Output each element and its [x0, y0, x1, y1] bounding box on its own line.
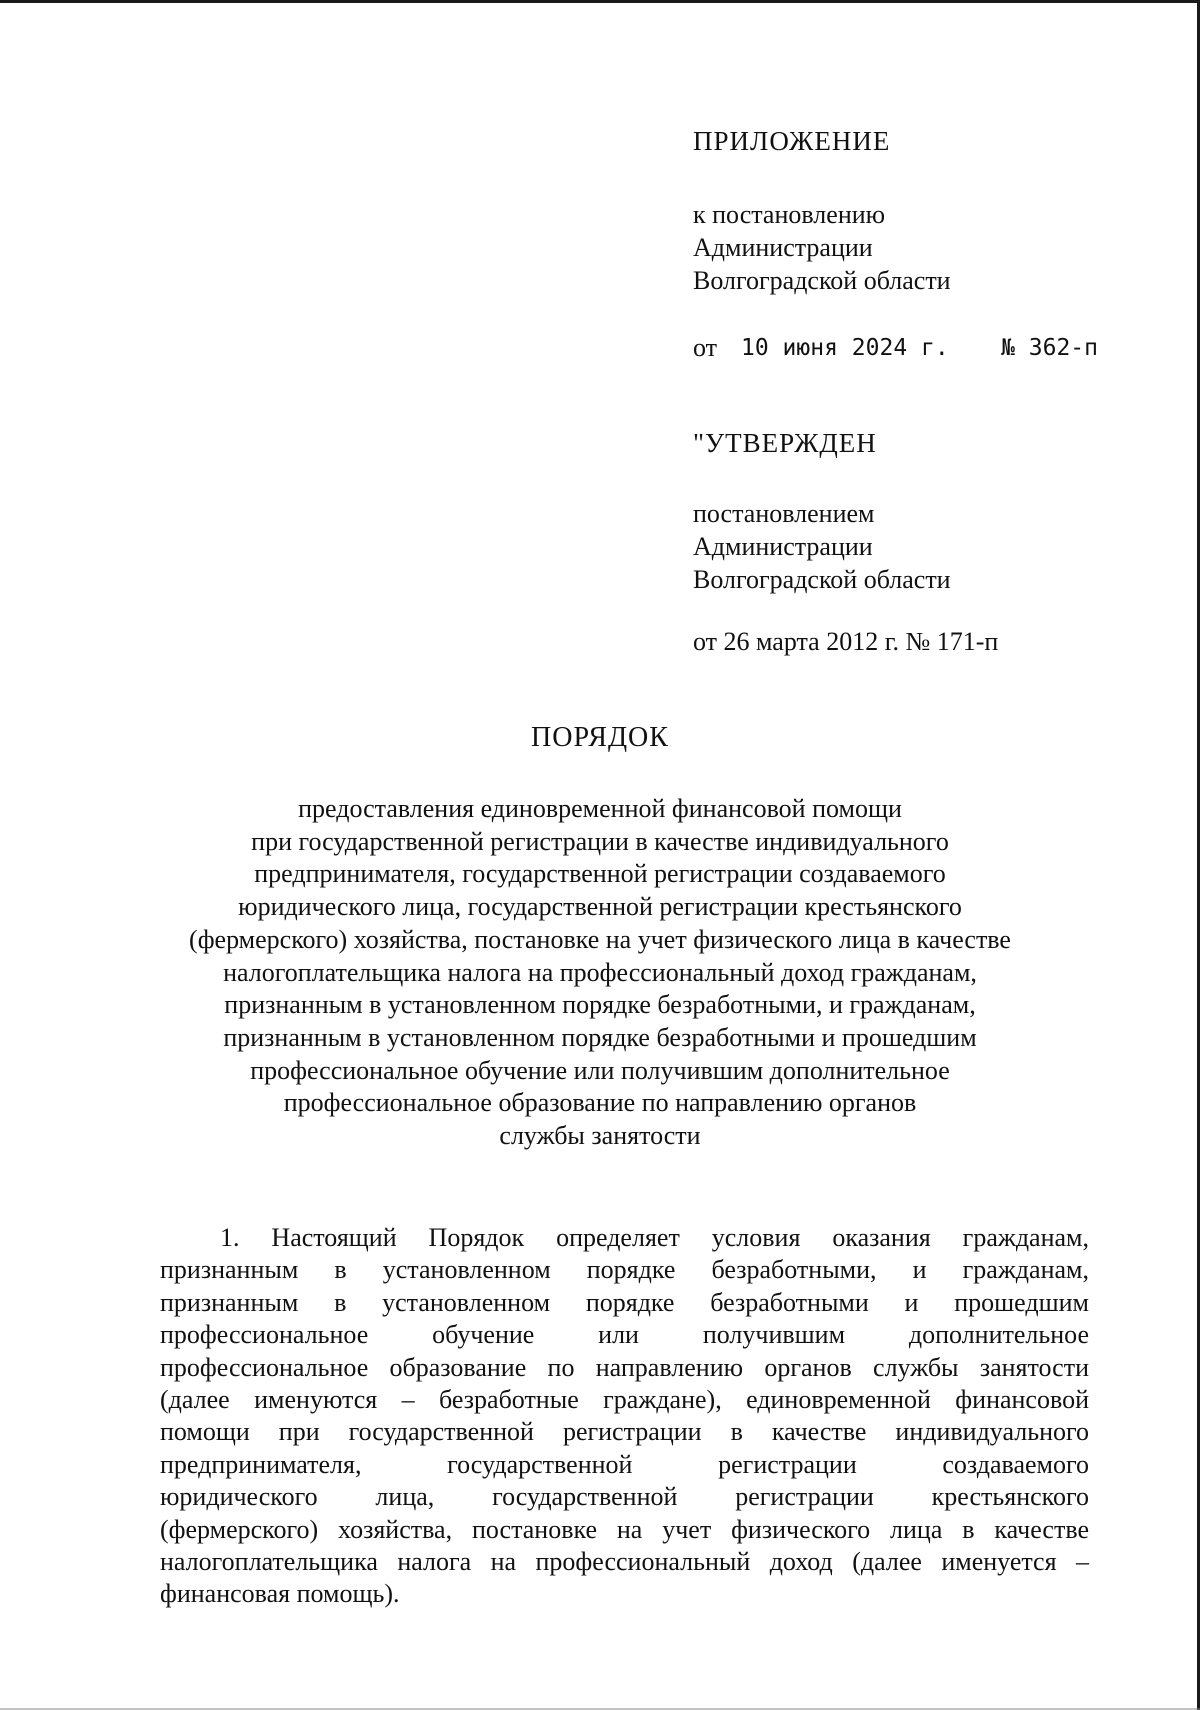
subtitle-line: службы занятости — [499, 1121, 701, 1151]
appendix-heading: ПРИЛОЖЕНИЕ — [693, 126, 891, 156]
paragraph-line: признанным в установленном порядке безработными, и гражданам, — [160, 1255, 1089, 1285]
approved-by-line: Администрации — [693, 532, 873, 561]
paragraph-line: налогоплательщика налога на профессиональный доход (далее именуется – — [160, 1546, 1089, 1576]
document-subtitle — [120, 793, 1080, 1153]
decree-date-row — [693, 333, 1098, 369]
decree-date: 10 июня 2024 г. — [741, 335, 949, 361]
appendix-reference-line: Администрации — [693, 233, 873, 262]
paragraph-line: предпринимателя, государственной регистрации создаваемого — [160, 1449, 1089, 1479]
subtitle-line: налогоплательщика налога на профессиональный доход гражданам, — [223, 957, 977, 987]
subtitle-line: предпринимателя, государственной регистрации создаваемого — [254, 859, 946, 889]
paragraph-line: (фермерского) хозяйства, постановке на учет физического лица в качестве — [160, 1514, 1089, 1544]
subtitle-line: юридического лица, государственной регистрации крестьянского — [238, 892, 962, 922]
appendix-reference-line: к постановлению — [693, 200, 886, 229]
paragraph-1 — [160, 1222, 1089, 1611]
paragraph-line: помощи при государственной регистрации в качестве индивидуального — [160, 1417, 1089, 1447]
paragraph-line: (далее именуются – безработные граждане), единовременной финансовой — [160, 1384, 1089, 1414]
approved-by-line: Волгоградской области — [693, 565, 951, 594]
paragraph-line: 1. Настоящий Порядок определяет условия оказания гражданам, — [220, 1223, 1089, 1252]
approved-by-line: постановлением — [693, 499, 875, 528]
subtitle-line: предоставления единовременной финансовой помощи — [298, 794, 902, 823]
subtitle-line: признанным в установленном порядке безработными, и гражданам, — [224, 990, 976, 1020]
appendix-reference — [693, 198, 951, 297]
subtitle-line: (фермерского) хозяйства, постановке на учет физического лица в качестве — [189, 924, 1011, 954]
document-title: ПОРЯДОК — [531, 722, 669, 753]
paragraph-line: юридического лица, государственной регистрации крестьянского — [160, 1482, 1089, 1512]
date-prefix: от — [693, 333, 718, 362]
approved-by-reference — [693, 497, 951, 596]
subtitle-line: профессиональное обучение или получившим дополнительное — [250, 1055, 950, 1085]
decree-number: № 362-п — [1001, 335, 1098, 361]
original-decree-date: от 26 марта 2012 г. № 171-п — [693, 627, 999, 656]
paragraph-line: профессиональное обучение или получившим дополнительное — [160, 1320, 1089, 1350]
paragraph-line: финансовая помощь). — [160, 1579, 400, 1609]
paragraph-line: признанным в установленном порядке безработными и прошедшим — [160, 1287, 1089, 1317]
scan-edge-top — [0, 0, 1200, 3]
approved-heading: "УТВЕРЖДЕН — [693, 428, 877, 458]
subtitle-line: профессиональное образование по направлению органов — [283, 1088, 917, 1118]
subtitle-line: при государственной регистрации в качестве индивидуального — [251, 826, 949, 856]
paragraph-line: профессиональное образование по направлению органов службы занятости — [160, 1352, 1089, 1382]
subtitle-line: признанным в установленном порядке безработными и прошедшим — [223, 1022, 977, 1052]
appendix-reference-line: Волгоградской области — [693, 266, 951, 295]
